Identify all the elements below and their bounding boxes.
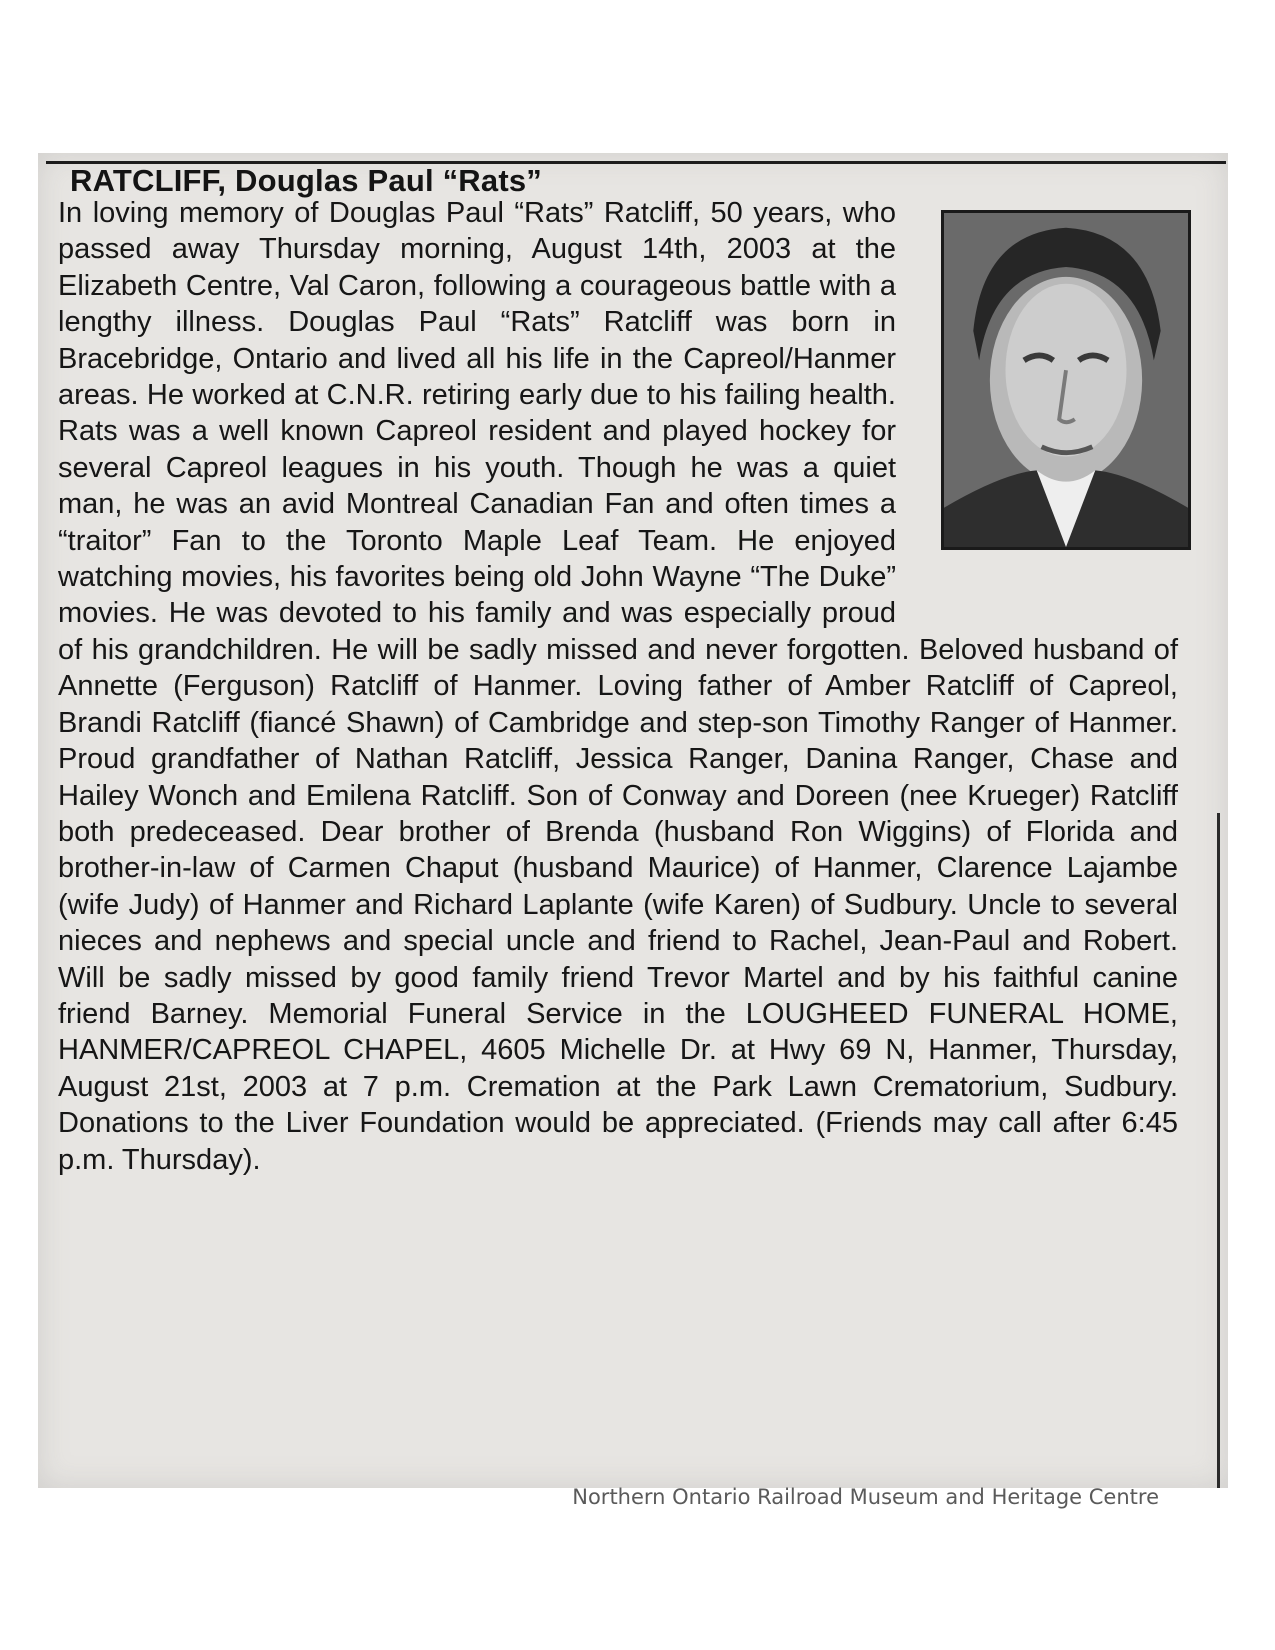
obituary-body [58,195,1178,1178]
obituary-headline: RATCLIFF, Douglas Paul “Rats” [70,163,542,198]
obituary-body-text: In loving memory of Douglas Paul “Rats” Ratcliff, 50 years, who passed away Thursday morning, August 14th, 2003 at the Elizabeth Centre, Val Caron, following a courageous battle with a lengthy illness. Douglas Paul “Rats” Ratcliff was born in Bracebridge, Ontario and lived all his life in the Capreol/Hanmer areas. He worked at C.N.R. retiring early due to his failing health. Rats was a well known Capreol resident and played hockey for several Capreol leagues in his youth. Though he was a quiet man, he was an avid Montreal Canadian Fan and often times a “traitor” Fan to the Toronto Maple Leaf Team. He enjoyed watching movies, his favorites being old John Wayne “The Duke” movies. He was devoted to his family and was especially proud of his grandchildren. He will be sadly missed and never forgotten. Beloved husband of Annette (Ferguson) Ratcliff of Hanmer. Loving father of Amber Ratcliff of Capreol, Brandi Ratcliff (fiancé Shawn) of Cambridge and step-son Timothy Ranger of Hanmer. Proud grandfather of Nathan Ratcliff, Jessica Ranger, Danina Ranger, Chase and Hailey Wonch and Emilena Ratcliff. Son of Conway and Doreen (nee Krueger) Ratcliff both predeceased. Dear brother of Brenda (husband Ron Wiggins) of Florida and brother-in-law of Carmen Chaput (husband Maurice) of Hanmer, Clarence Lajambe (wife Judy) of Hanmer and Richard Laplante (wife Karen) of Sudbury. Uncle to several nieces and nephews and special uncle and friend to Rachel, Jean-Paul and Robert. Will be sadly missed by good family friend Trevor Martel and by his faithful canine friend Barney. Memorial Funeral Service in the LOUGHEED FUNERAL HOME, HANMER/CAPREOL CHAPEL, 4605 Michelle Dr. at Hwy 69 N, Hanmer, Thursday, August 21st, 2003 at 7 p.m. Cremation at the Park Lawn Crematorium, Sudbury. Donations to the Liver Foundation would be appreciated. (Friends may call after 6:45 p.m. Thursday). [58,197,1178,1176]
footer-credit: Northern Ontario Railroad Museum and Heritage Centre [572,1485,1159,1509]
newspaper-clipping [38,153,1228,1488]
right-rule-divider [1217,813,1220,1488]
photo-wrap-spacer [896,195,1178,597]
